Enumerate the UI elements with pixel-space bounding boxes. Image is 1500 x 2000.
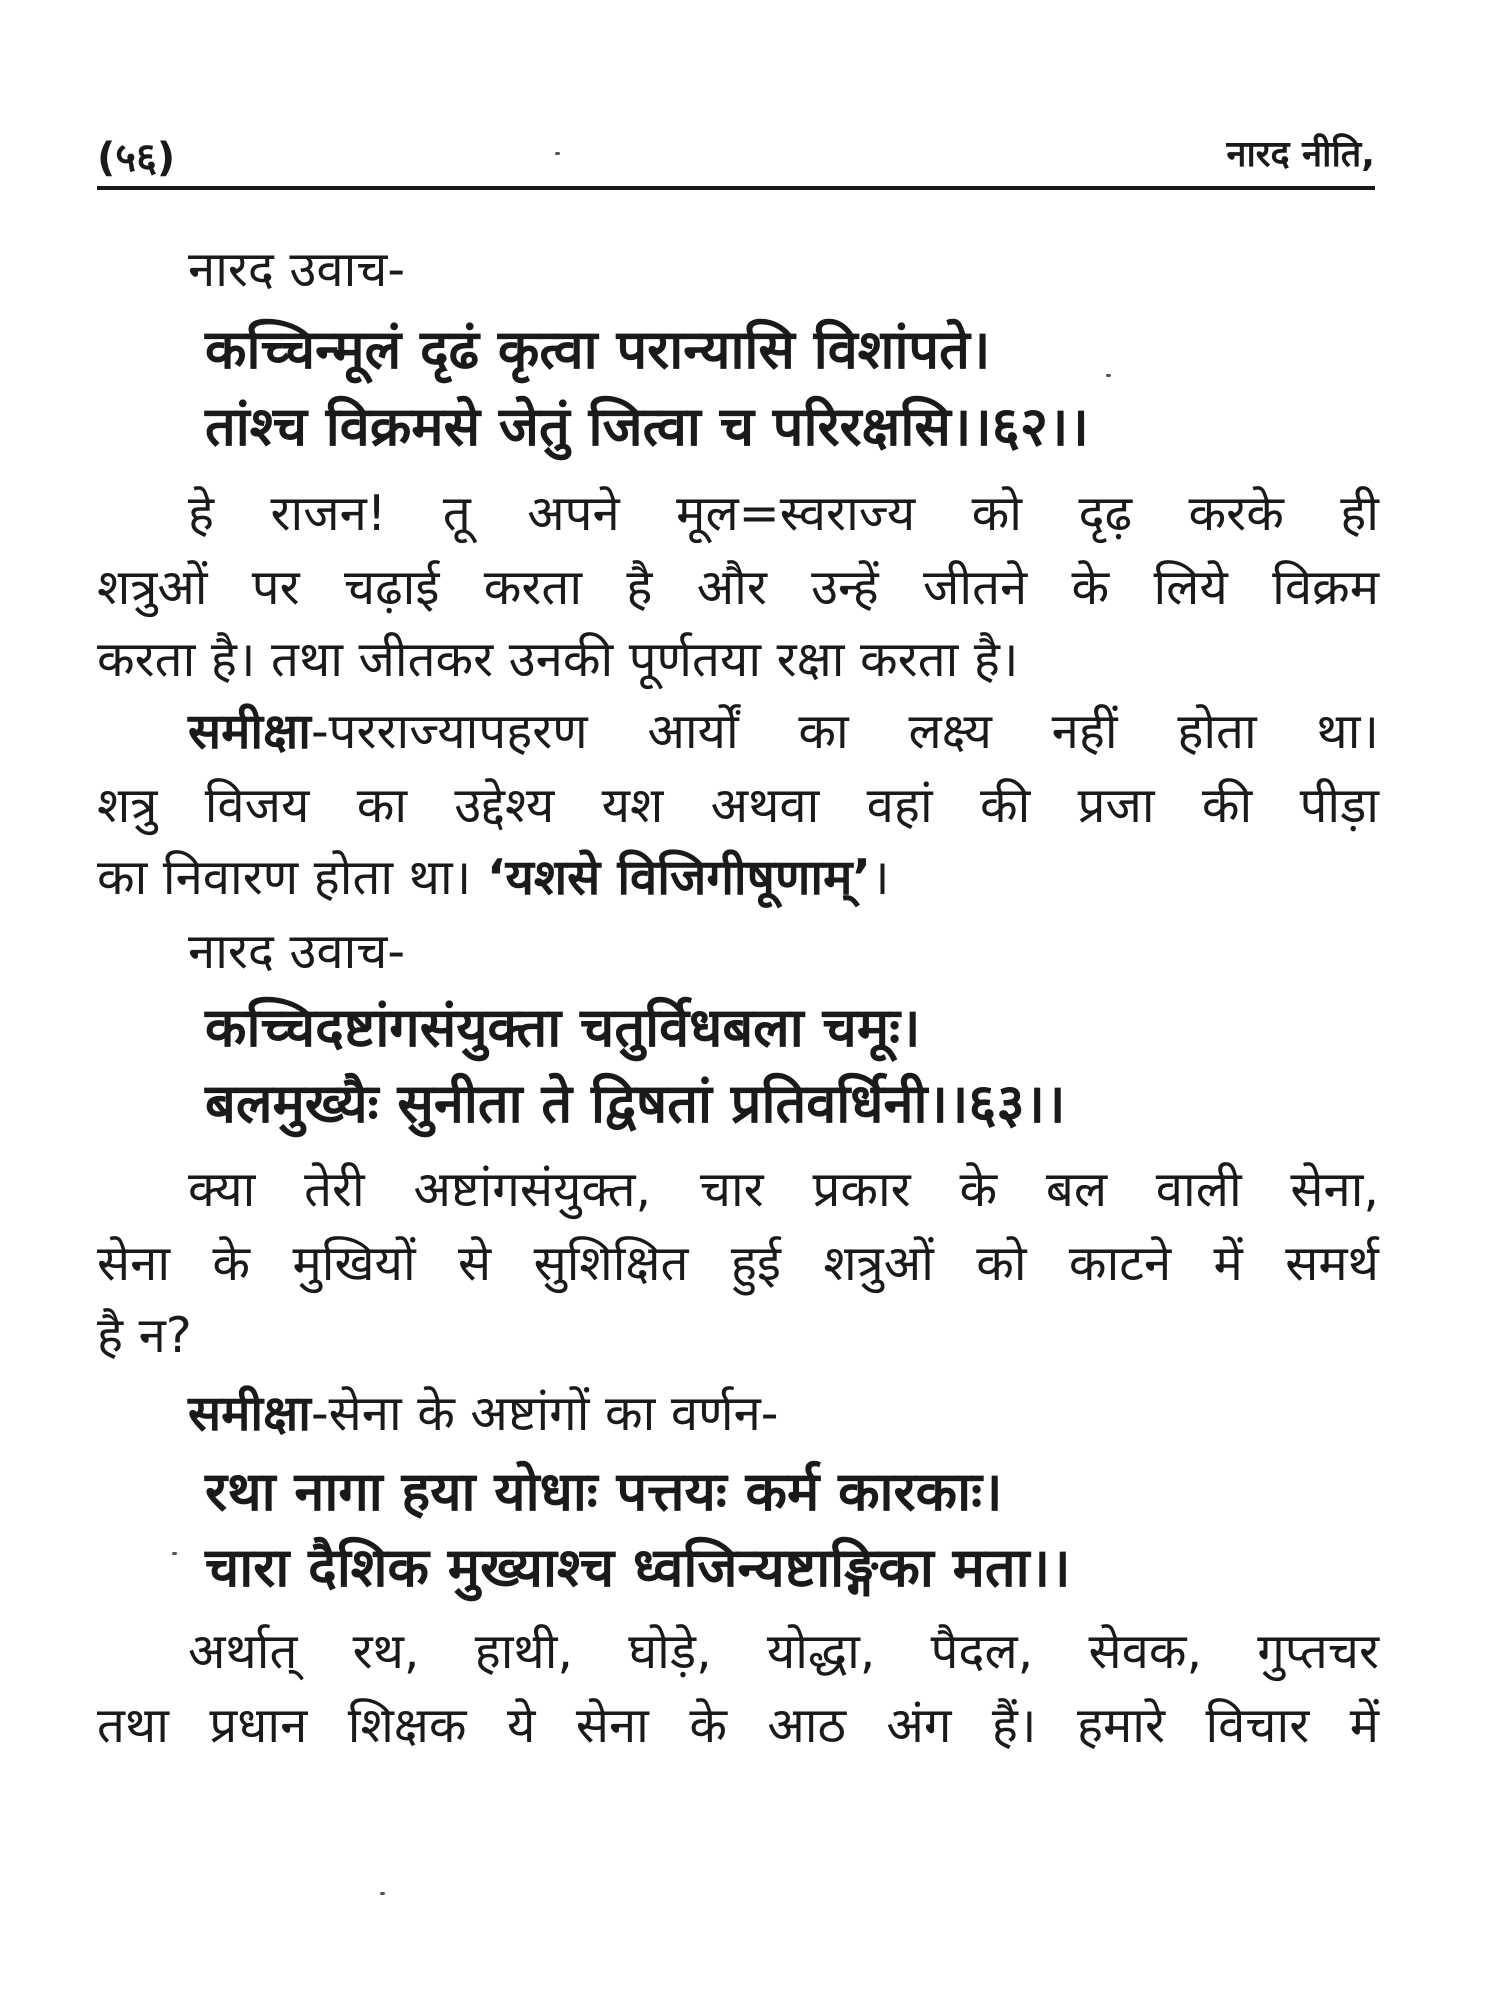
- paragraph-1-line-2: शत्रुओं पर चढ़ाई करता है और उन्हें जीतने के लिये विक्रम: [97, 559, 1379, 616]
- verse-3-line-2: चारा दैशिक मुख्याश्च ध्वजिन्यष्टाङ्गिका मता।।: [205, 1536, 1071, 1599]
- paragraph-2-line-3: है न?: [97, 1307, 192, 1364]
- samiksha-1-text-end: का निवारण होता था।: [97, 849, 487, 906]
- samiksha-1-text: -परराज्यापहरण आर्यों का लक्ष्य नहीं होता था।: [310, 703, 1379, 760]
- paragraph-3-line-1: अर्थात् रथ, हाथी, घोड़े, योद्धा, पैदल, सेवक, गुप्तचर: [188, 1623, 1379, 1680]
- scan-speck: [555, 152, 560, 155]
- page-number: (५६): [97, 135, 176, 181]
- paragraph-2-line-1: क्या तेरी अष्टांगसंयुक्त, चार प्रकार के बल वाली सेना,: [188, 1161, 1379, 1218]
- scan-speck: [380, 1892, 385, 1895]
- scan-speck: [172, 1552, 177, 1555]
- paragraph-3-line-2: तथा प्रधान शिक्षक ये सेना के आठ अंग हैं। हमारे विचार में: [97, 1697, 1379, 1754]
- running-title: नारद नीति,: [1226, 134, 1375, 175]
- page-header: [97, 128, 1375, 184]
- paragraph-1-line-3: करता है। तथा जीतकर उनकी पूर्णतया रक्षा करता है।: [97, 631, 1019, 688]
- full-stop: ।: [870, 849, 890, 906]
- quoted-phrase: ‘यशसे विजिगीषूणाम्’: [486, 849, 871, 906]
- scan-speck: [1106, 374, 1111, 377]
- verse-3-line-1: रथा नागा हया योधाः पत्तयः कर्म कारकाः।: [205, 1460, 1003, 1523]
- header-rule: [97, 186, 1375, 190]
- verse-62-line-2: तांश्च विक्रमसे जेतुं जित्वा च परिरक्षसि।।६२।।: [205, 395, 1089, 458]
- verse-63-line-1: कच्चिदष्टांगसंयुक्ता चतुर्विधबला चमूः।: [205, 996, 921, 1059]
- samiksha-2-text: -सेना के अष्टांगों का वर्णन-: [310, 1385, 779, 1442]
- paragraph-2-line-2: सेना के मुखियों से सुशिक्षित हुई शत्रुओं को काटने में समर्थ: [97, 1235, 1379, 1292]
- samiksha-2-line: [188, 1382, 778, 1446]
- speaker-label: नारद उवाच-: [188, 923, 406, 980]
- samiksha-label: समीक्षा: [188, 703, 311, 760]
- verse-62-line-1: कच्चिन्मूलं दृढं कृत्वा परान्यासि विशांपते।: [205, 318, 991, 381]
- samiksha-label: समीक्षा: [188, 1385, 311, 1442]
- samiksha-1-line-2: शत्रु विजय का उद्देश्य यश अथवा वहां की प्रजा की पीड़ा: [97, 777, 1379, 834]
- samiksha-1-line-3: [97, 846, 1379, 910]
- speaker-label: नारद उवाच-: [188, 241, 406, 298]
- paragraph-1-line-1: हे राजन! तू अपने मूल=स्वराज्य को दृढ़ करके ही: [188, 485, 1379, 542]
- samiksha-1-line-1: [188, 700, 1379, 764]
- verse-63-line-2: बलमुख्यैः सुनीता ते द्विषतां प्रतिवर्धिनी।।६३।।: [205, 1072, 1066, 1135]
